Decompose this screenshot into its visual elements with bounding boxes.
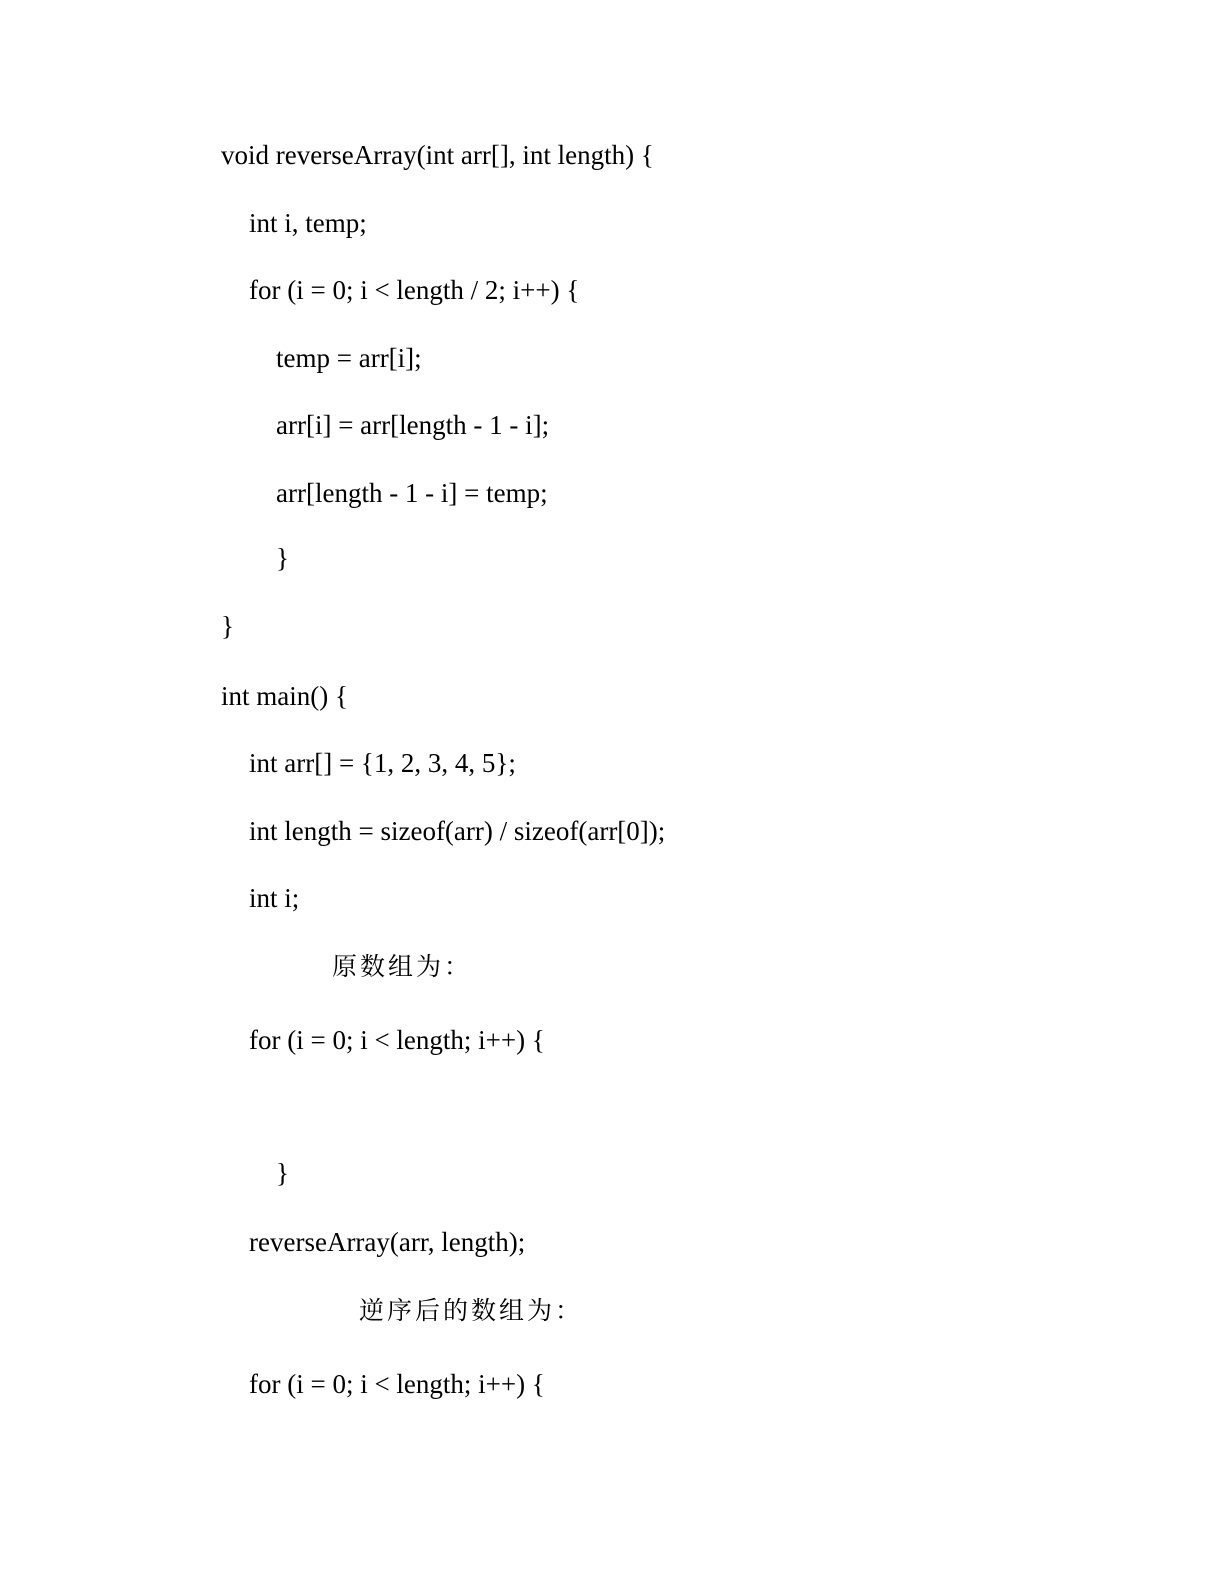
code-line-close-function: } — [221, 611, 234, 641]
code-line-close-print-loop: } — [276, 1158, 289, 1188]
code-line-declare-vars: int i, temp; — [249, 208, 367, 238]
text-original-array-label: 原数组为： — [332, 952, 473, 981]
code-line-swap-left: arr[i] = arr[length - 1 - i]; — [276, 410, 550, 440]
code-line-function-signature: void reverseArray(int arr[], int length) { — [221, 140, 654, 170]
code-line-main-signature: int main() { — [221, 681, 348, 711]
code-line-close-for: } — [276, 543, 289, 573]
code-line-print-loop-2: for (i = 0; i < length; i++) { — [249, 1369, 545, 1399]
text-reversed-array-label: 逆序后的数组为： — [359, 1296, 584, 1325]
code-line-array-init: int arr[] = {1, 2, 3, 4, 5}; — [249, 748, 516, 778]
code-line-temp-assign: temp = arr[i]; — [276, 343, 422, 373]
code-line-length-calc: int length = sizeof(arr) / sizeof(arr[0]); — [249, 816, 666, 846]
code-line-for-loop-half: for (i = 0; i < length / 2; i++) { — [249, 275, 580, 305]
code-line-print-loop-1: for (i = 0; i < length; i++) { — [249, 1025, 545, 1055]
code-line-declare-i: int i; — [249, 883, 300, 913]
code-line-swap-right: arr[length - 1 - i] = temp; — [276, 478, 548, 508]
code-line-call-reverse: reverseArray(arr, length); — [249, 1227, 526, 1257]
